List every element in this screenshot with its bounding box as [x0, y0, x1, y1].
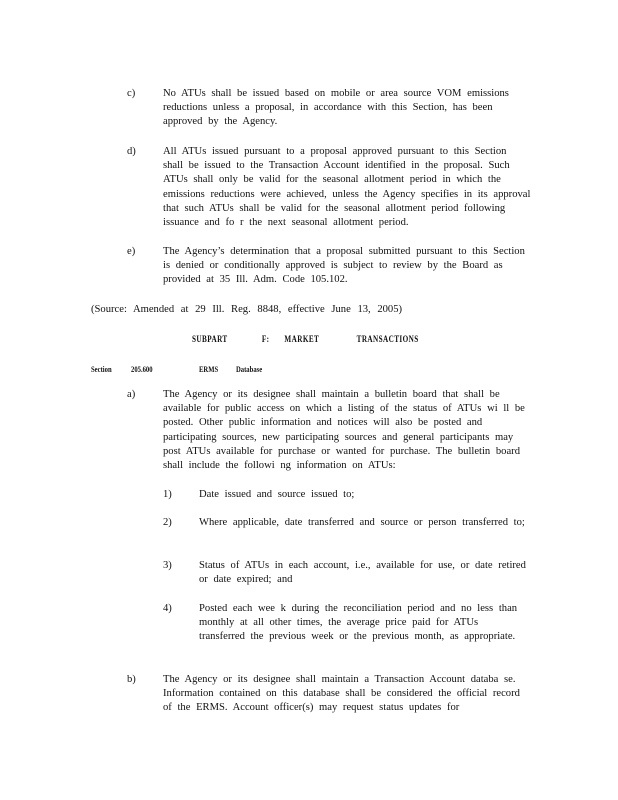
- section-label: Section: [91, 364, 112, 374]
- list-item-text: Status of ATUs in each account, i.e., available for use, or date retired or date expired; and: [199, 560, 526, 586]
- subsection-text: The Agency or its designee shall maintain a bulletin board that shall be available for public access on which a listing of the status of ATUs wi ll be posted. Other public information and notices will also be posted and participating sources, new participating sources and general participants may post ATUs available for purchase or wanted for purchase. The bulletin board shall include the followi ng information on ATUs:: [163, 389, 525, 472]
- list-item-text: Date issued and source issued to;: [199, 489, 355, 500]
- section-number: 205.600: [131, 364, 153, 374]
- list-item-marker: 1): [163, 489, 172, 500]
- subsection-marker: d): [127, 146, 136, 157]
- subsection-text: The Agency’s determination that a proposal submitted pursuant to this Section is denied or conditionally approved is subject to review by the Board as provided at 35 Ill. Adm. Code 105.102.: [163, 246, 525, 286]
- subsection-text: All ATUs issued pursuant to a proposal approved pursuant to this Section shall be issued to the Transaction Account identified in the proposal. Such ATUs shall only be valid for the seasonal allotment period in which the emissions reductions were achieved, unless the Agency specifies in its approval that such ATUs shall be valid for the seasonal allotment period following issuance and fo r the next seasonal allotment period.: [163, 146, 531, 229]
- section-title-word: Database: [236, 364, 263, 374]
- subsection-marker: e): [127, 246, 136, 257]
- subpart-title-word: TRANSACTIONS: [356, 334, 419, 344]
- section-title-word: ERMS: [199, 364, 219, 374]
- source-note: (Source: Amended at 29 Ill. Reg. 8848, effective June 13, 2005): [91, 304, 403, 315]
- subpart-label: SUBPART: [192, 334, 228, 344]
- list-item-text: Posted each wee k during the reconciliation period and no less than monthly at all other times, the average price paid for ATUs transferred the previous week or the previous month, as appropriate.: [199, 603, 518, 643]
- subsection-text: The Agency or its designee shall maintain a Transaction Account databa se. Information contained on this database shall be considered the official record of the ERMS. Account officer(s) may request status updates for: [163, 674, 520, 714]
- list-item-marker: 4): [163, 603, 172, 614]
- subpart-heading: [192, 332, 419, 346]
- list-item-text: Where applicable, date transferred and source or person transferred to;: [199, 517, 525, 528]
- subpart-title-word: MARKET: [284, 334, 320, 344]
- subsection-text: No ATUs shall be issued based on mobile or area source VOM emissions reductions unless a proposal, in accordance with this Section, has been approved by the Agency.: [163, 88, 509, 128]
- subsection-marker: c): [127, 88, 136, 99]
- subpart-letter: F:: [261, 334, 270, 344]
- subsection-marker: b): [127, 674, 136, 685]
- list-item-marker: 2): [163, 517, 172, 528]
- subsection-marker: a): [127, 389, 136, 400]
- list-item-marker: 3): [163, 560, 172, 571]
